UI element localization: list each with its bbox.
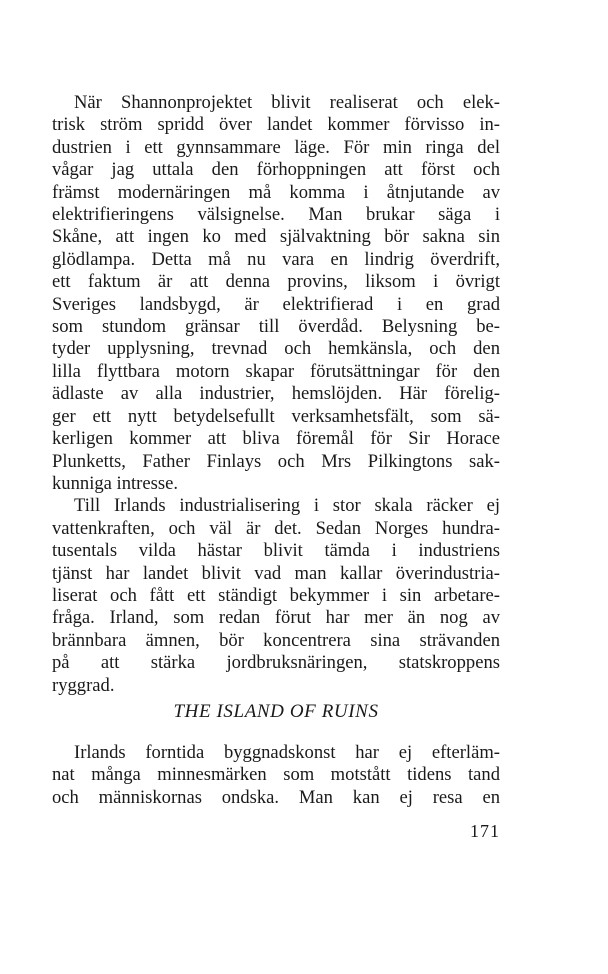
text-line: som stundom gränsar till överdåd. Belysning be- bbox=[52, 316, 500, 338]
text-line: trisk ström spridd över landet kommer förvisso in- bbox=[52, 114, 500, 136]
text-line: Irlands forntida byggnadskonst har ej efterläm- bbox=[74, 742, 500, 763]
section-heading: THE ISLAND OF RUINS bbox=[173, 701, 379, 722]
text-line: kerligen kommer att bliva föremål för Sir Horace bbox=[52, 428, 500, 450]
text-line: kunniga intresse. bbox=[52, 472, 178, 494]
text-line: tyder upplysning, trevnad och hemkänsla, och den bbox=[52, 338, 500, 360]
text-line: När Shannonprojektet blivit realiserat och elek- bbox=[74, 92, 500, 113]
text-line: fråga. Irland, som redan förut har mer än nog av bbox=[52, 607, 500, 629]
text-line: nat många minnesmärken som motstått tidens tand bbox=[52, 764, 500, 786]
paragraph-industrialisation bbox=[52, 495, 500, 697]
page-number: 171 bbox=[470, 821, 500, 841]
paragraph-architecture bbox=[52, 742, 500, 809]
text-line: Sveriges landsbygd, är elektrifierad i en grad bbox=[52, 293, 500, 315]
text-line: dustrien i ett gynnsammare läge. För min ringa del bbox=[52, 136, 500, 158]
text-line: lilla flyttbara motorn skapar förutsättningar för den bbox=[52, 360, 500, 382]
text-line: Plunketts, Father Finlays och Mrs Pilkingtons sak- bbox=[52, 450, 500, 472]
text-line: glödlampa. Detta må nu vara en lindrig överdrift, bbox=[52, 248, 500, 270]
text-line: ryggrad. bbox=[52, 674, 115, 696]
text-line: främst modernäringen må komma i åtnjutande av bbox=[52, 181, 500, 203]
text-line: på att stärka jordbruksnäringen, statskroppens bbox=[52, 652, 500, 674]
text-line: ger ett nytt betydelsefullt verksamhetsfält, som sä- bbox=[52, 405, 500, 427]
text-line: vågar jag uttala den förhoppningen att först och bbox=[52, 159, 500, 181]
body-text-upper bbox=[52, 92, 500, 697]
text-line: Skåne, att ingen ko med självaktning bör sakna sin bbox=[52, 226, 500, 248]
text-line: ädlaste av alla industrier, hemslöjden. Här förelig- bbox=[52, 383, 500, 405]
text-line: och människornas ondska. Man kan ej resa en bbox=[52, 786, 500, 808]
text-line: Till Irlands industrialisering i stor skala räcker ej bbox=[74, 495, 500, 517]
text-line: liserat och fått ett ständigt bekymmer i sin arbetare- bbox=[52, 584, 500, 606]
text-line: tjänst har landet blivit vad man kallar överindustria- bbox=[52, 562, 500, 584]
body-text-lower bbox=[52, 742, 500, 809]
paragraph-shannon-project bbox=[52, 92, 500, 495]
text-line: elektrifieringens välsignelse. Man brukar säga i bbox=[52, 204, 500, 226]
text-line: brännbara ämnen, bör koncentrera sina strävanden bbox=[52, 629, 500, 651]
text-line: vattenkraften, och väl är det. Sedan Norges hundra- bbox=[52, 517, 500, 539]
text-line: tusentals vilda hästar blivit tämda i industriens bbox=[52, 540, 500, 562]
text-line: ett faktum är att denna provins, liksom i övrigt bbox=[52, 271, 500, 293]
